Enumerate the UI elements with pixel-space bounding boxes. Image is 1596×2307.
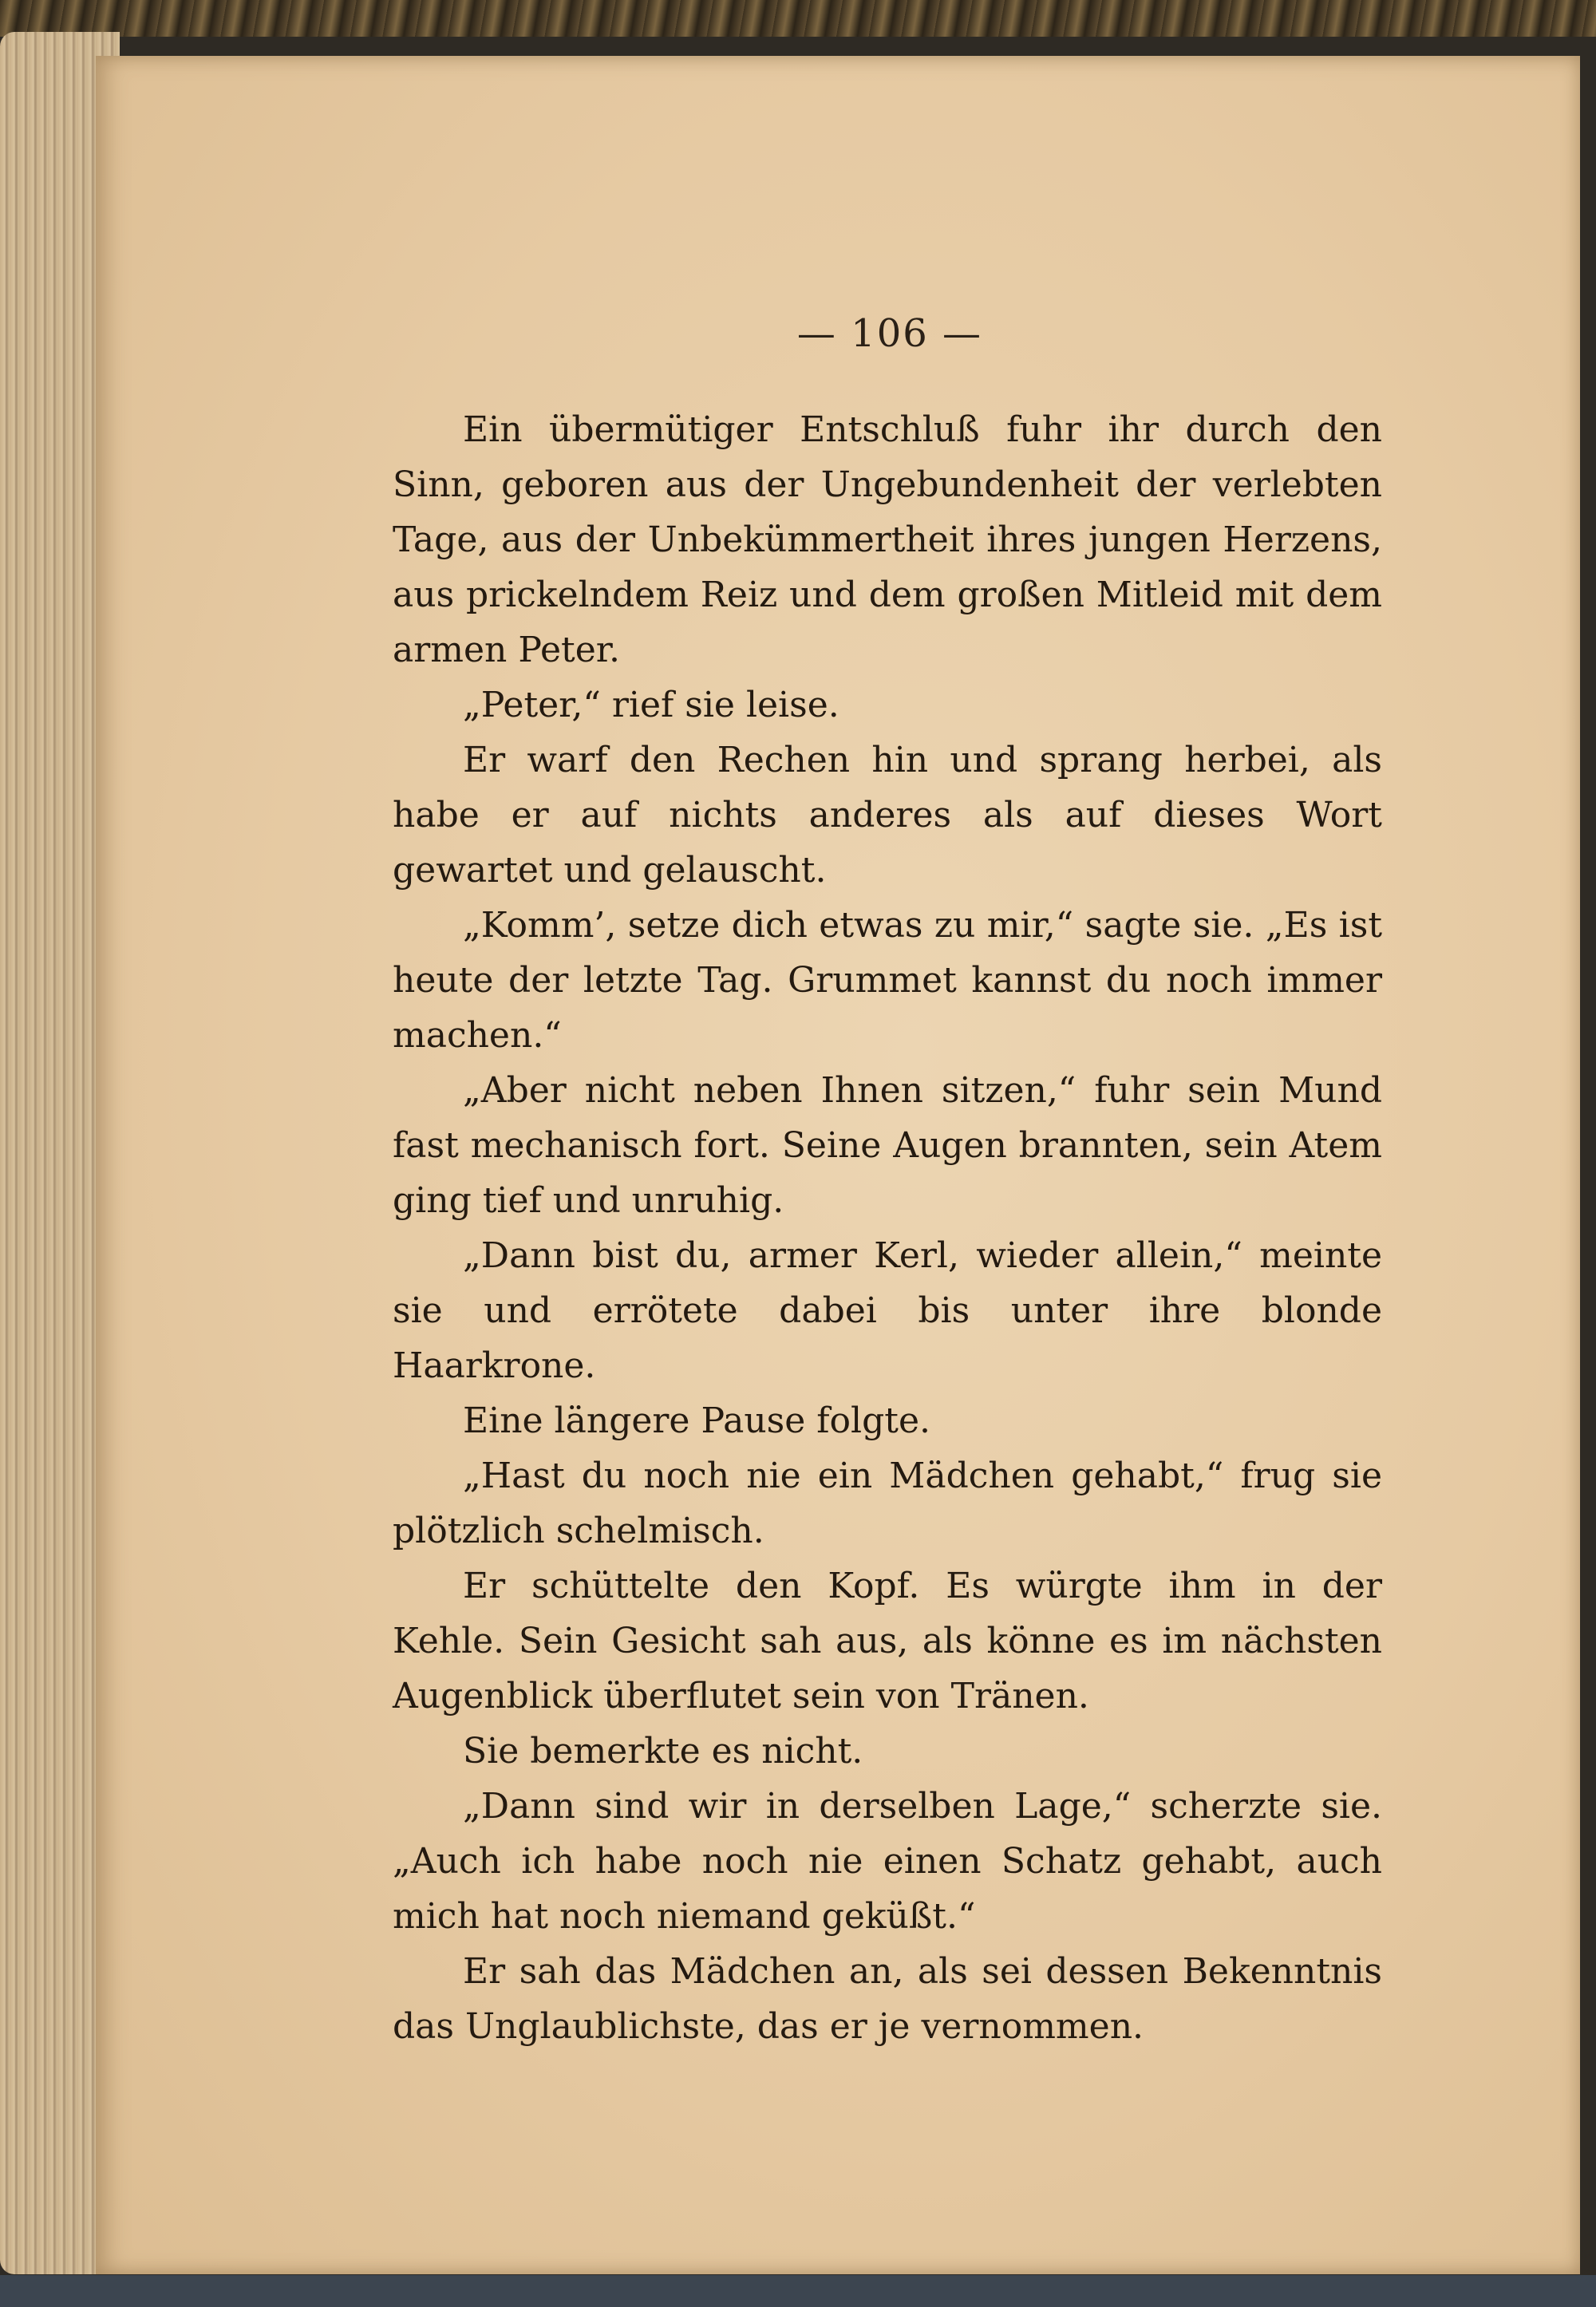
paragraph: Ein übermütiger Entschluß fuhr ihr durch den Sinn, geboren aus der Ungebundenheit der verlebten Tage, aus der Unbekümmertheit ihres jungen Herzens, aus prickelndem Reiz und dem großen Mitleid mit dem armen Peter. bbox=[393, 409, 1382, 670]
paragraph: „Aber nicht neben Ihnen sitzen,“ fuhr sein Mund fast mechanisch fort. Seine Augen brannten, sein Atem ging tief und unruhig. bbox=[393, 1070, 1382, 1221]
book-cover-top bbox=[0, 0, 1596, 37]
paragraph: „Peter,“ rief sie leise. bbox=[463, 685, 839, 725]
paragraph: Er warf den Rechen hin und sprang herbei, als habe er auf nichts anderes als auf dieses Wort gewartet und gelauscht. bbox=[393, 740, 1382, 891]
book-cover-bottom bbox=[0, 2275, 1596, 2307]
paragraph: „Dann sind wir in derselben Lage,“ scherzte sie. „Auch ich habe noch nie einen Schatz gehabt, auch mich hat noch niemand geküßt.“ bbox=[393, 1786, 1382, 1937]
paragraph: „Komm’, setze dich etwas zu mir,“ sagte sie. „Es ist heute der letzte Tag. Grummet kannst du noch immer machen.“ bbox=[393, 905, 1382, 1056]
body-text bbox=[393, 402, 1382, 2054]
paragraph: „Dann bist du, armer Kerl, wieder allein,“ meinte sie und errötete dabei bis unter ihre blonde Haarkrone. bbox=[393, 1235, 1382, 1386]
paragraph: Er sah das Mädchen an, als sei dessen Bekenntnis das Unglaublichste, das er je vernommen. bbox=[393, 1951, 1382, 2047]
paragraph: „Hast du noch nie ein Mädchen gehabt,“ frug sie plötzlich schelmisch. bbox=[393, 1456, 1382, 1551]
paragraph: Eine längere Pause folgte. bbox=[463, 1400, 930, 1441]
page-number: — 106 — bbox=[796, 311, 983, 356]
paragraph: Er schüttelte den Kopf. Es würgte ihm in der Kehle. Sein Gesicht sah aus, als könne es im nächsten Augenblick überflutet sein von Tränen. bbox=[393, 1566, 1382, 1716]
paragraph: Sie bemerkte es nicht. bbox=[463, 1731, 863, 1772]
